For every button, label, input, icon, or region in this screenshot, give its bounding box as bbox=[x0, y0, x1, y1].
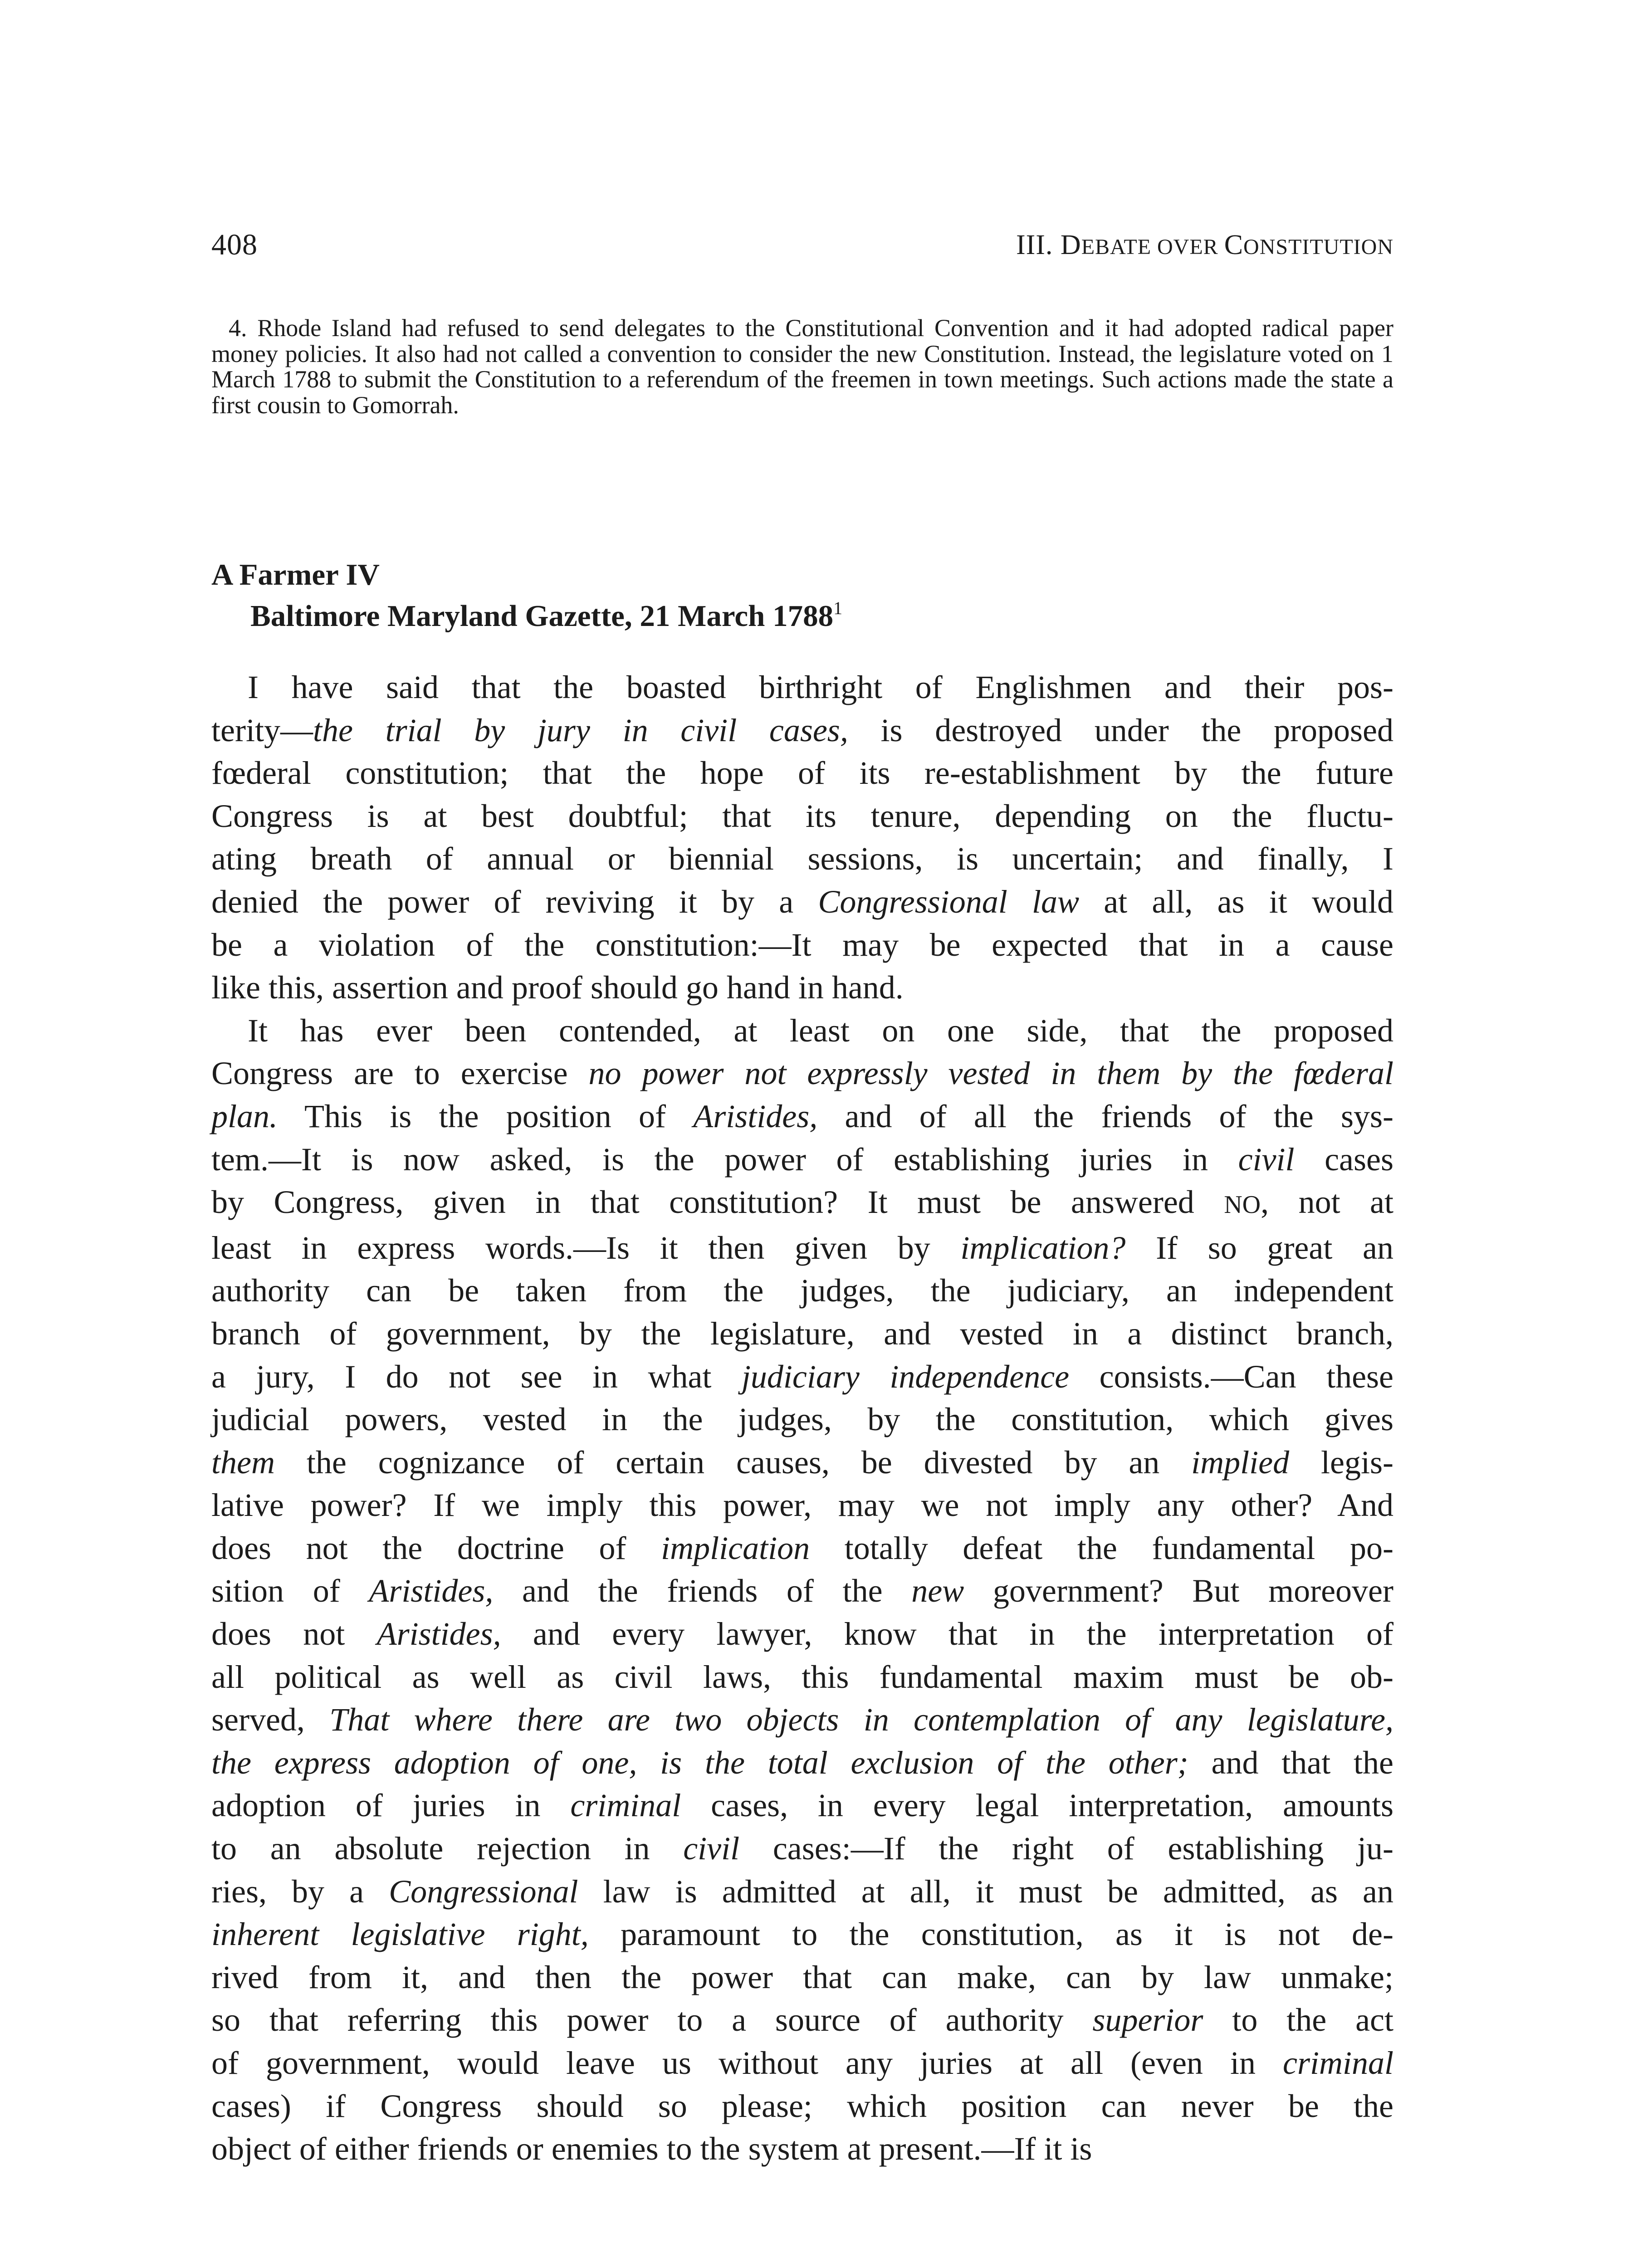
text-run: tem.—It is now asked, is the power of establishing juries in bbox=[211, 1141, 1238, 1178]
text-line bbox=[211, 966, 1393, 1009]
emphasis: them bbox=[211, 1444, 275, 1481]
text-run: cases bbox=[1294, 1141, 1393, 1178]
emphasis: superior bbox=[1092, 2002, 1203, 2038]
emphasis: judiciary independence bbox=[741, 1358, 1070, 1395]
page-number: 408 bbox=[211, 228, 258, 261]
text-line bbox=[211, 1613, 1393, 1656]
emphasis: Congressional law bbox=[818, 883, 1080, 920]
text-line bbox=[211, 709, 1393, 752]
text-run: , not at bbox=[1261, 1184, 1393, 1221]
text-run: authority can be taken from the judges, the judiciary, an independent bbox=[211, 1272, 1393, 1309]
text-run: totally defeat the fundamental po- bbox=[810, 1530, 1393, 1566]
text-run: object of either friends or enemies to the system at present.—If it is bbox=[211, 2131, 1092, 2167]
text-run: paramount to the constitution, as it is not de- bbox=[588, 1916, 1393, 1953]
text-run: Congress are to exercise bbox=[211, 1055, 589, 1092]
text-run: cases:—If the right of establishing ju- bbox=[739, 1830, 1393, 1867]
text-run: of government, would leave us without any juries at all (even in bbox=[211, 2045, 1283, 2081]
text-line bbox=[211, 1698, 1393, 1741]
emphasis: Congressional bbox=[389, 1873, 578, 1910]
emphasis: the express adoption of one, is the total exclusion of the other; bbox=[211, 1744, 1188, 1781]
text-run: and of all the friends of the sys- bbox=[817, 1098, 1393, 1134]
text-run: be a violation of the constitution:—It may be expected that in a cause bbox=[211, 926, 1393, 963]
text-run: judicial powers, vested in the judges, by the constitution, which gives bbox=[211, 1401, 1393, 1438]
text-line bbox=[211, 1527, 1393, 1570]
text-run: to an absolute rejection in bbox=[211, 1830, 684, 1867]
text-run: sition of bbox=[211, 1573, 369, 1609]
text-run: terity— bbox=[211, 712, 313, 748]
document-heading bbox=[211, 554, 1393, 637]
text-run: This is the position of bbox=[278, 1098, 694, 1134]
text-line bbox=[211, 1398, 1393, 1441]
text-run: does not bbox=[211, 1616, 377, 1652]
emphasis: Aristides, bbox=[369, 1573, 494, 1609]
text-line bbox=[211, 1484, 1393, 1527]
text-line bbox=[211, 1181, 1393, 1227]
text-run: at all, as it would bbox=[1079, 883, 1393, 920]
paragraph bbox=[211, 666, 1393, 1009]
text-run: lative power? If we imply this power, may we not imply any other? And bbox=[211, 1487, 1393, 1524]
emphasis: civil bbox=[1238, 1141, 1295, 1178]
text-line bbox=[211, 1095, 1393, 1138]
emphasis: inherent legislative right, bbox=[211, 1916, 589, 1953]
text-line bbox=[211, 752, 1393, 795]
text-run: a jury, I do not see in what bbox=[211, 1358, 742, 1395]
text-line bbox=[211, 1355, 1393, 1398]
emphasis: criminal bbox=[570, 1787, 681, 1824]
text-run: ries, by a bbox=[211, 1873, 389, 1910]
text-line bbox=[211, 1269, 1393, 1312]
text-line bbox=[211, 1999, 1393, 2042]
emphasis: Aristides, bbox=[376, 1616, 501, 1652]
text-run: does not the doctrine of bbox=[211, 1530, 661, 1566]
text-run: is destroyed under the proposed bbox=[848, 712, 1393, 748]
text-run: I have said that the boasted birthright of Englishmen and their pos- bbox=[248, 669, 1393, 705]
text-run: If so great an bbox=[1125, 1229, 1393, 1266]
text-line bbox=[211, 1052, 1393, 1095]
text-run: legis- bbox=[1289, 1444, 1393, 1481]
text-run: denied the power of reviving it by a bbox=[211, 883, 818, 920]
body-text bbox=[211, 666, 1393, 2170]
text-line bbox=[211, 1227, 1393, 1270]
section-word: CONSTITUTION bbox=[1224, 230, 1393, 260]
text-run: rived from it, and then the power that can make, can by law unmake; bbox=[211, 1959, 1393, 1995]
text-line bbox=[211, 2085, 1393, 2128]
emphasis: implication bbox=[661, 1530, 810, 1566]
text-line bbox=[211, 795, 1393, 838]
emphasis: Aristides, bbox=[693, 1098, 818, 1134]
text-run: consists.—Can these bbox=[1069, 1358, 1394, 1395]
text-line bbox=[211, 1913, 1393, 1956]
section-word: DEBATE bbox=[1060, 230, 1152, 260]
emphasis: the trial by jury in civil cases, bbox=[313, 712, 848, 748]
text-line bbox=[211, 666, 1393, 709]
text-line bbox=[211, 2042, 1393, 2085]
text-run: least in express words.—Is it then given by bbox=[211, 1229, 961, 1266]
emphasis: plan. bbox=[211, 1098, 278, 1134]
text-run: NO bbox=[1224, 1191, 1261, 1219]
text-run: law is admitted at all, it must be admitted, as an bbox=[578, 1873, 1393, 1910]
text-run: Congress is at best doubtful; that its tenure, depending on the fluctu- bbox=[211, 797, 1393, 834]
text-run: government? But moreover bbox=[964, 1573, 1393, 1609]
text-run: and the friends of the bbox=[493, 1573, 912, 1609]
text-run: by Congress, given in that constitution? It must be answered bbox=[211, 1184, 1224, 1221]
text-line bbox=[211, 924, 1393, 967]
text-run: branch of government, by the legislature, and vested in a distinct branch, bbox=[211, 1315, 1393, 1352]
text-run: cases, in every legal interpretation, amounts bbox=[681, 1787, 1393, 1824]
text-line bbox=[211, 1784, 1393, 1827]
text-run: to the act bbox=[1203, 2002, 1393, 2038]
text-line bbox=[211, 1956, 1393, 1999]
section-word: OVER bbox=[1151, 235, 1224, 259]
emphasis: no power not expressly vested in them by the fœderal bbox=[588, 1055, 1393, 1092]
text-line bbox=[211, 1138, 1393, 1181]
emphasis: criminal bbox=[1283, 2045, 1393, 2081]
emphasis: That where there are two objects in contemplation of any legislature, bbox=[329, 1701, 1393, 1738]
section-roman: III. bbox=[1016, 230, 1061, 260]
text-run: like this, assertion and proof should go hand in hand. bbox=[211, 969, 904, 1006]
emphasis: new bbox=[911, 1573, 964, 1609]
text-run: served, bbox=[211, 1701, 330, 1738]
text-line bbox=[211, 1827, 1393, 1870]
emphasis: civil bbox=[683, 1830, 740, 1867]
text-run: adoption of juries in bbox=[211, 1787, 571, 1824]
text-line bbox=[211, 2127, 1393, 2170]
footnote-ref: 1 bbox=[833, 598, 843, 618]
text-line bbox=[211, 1009, 1393, 1052]
section-title bbox=[1016, 227, 1393, 265]
text-run: and every lawyer, know that in the interpretation of bbox=[501, 1616, 1394, 1652]
running-head bbox=[211, 227, 1393, 263]
footnote: 4. Rhode Island had refused to send delegates to the Constitutional Convention and it had adopted radical paper money policies. It also had not called a convention to consider the new Constitution. Instead, the legislature voted on 1 March 1788 to submit the Constitution to a referendum of the freemen in town meetings. Such actions made the state a first cousin to Gomorrah. bbox=[211, 314, 1393, 419]
text-line bbox=[211, 1569, 1393, 1613]
text-run: and that the bbox=[1188, 1744, 1393, 1781]
emphasis: implication? bbox=[960, 1229, 1126, 1266]
text-run: ating breath of annual or biennial sessions, is uncertain; and finally, I bbox=[211, 841, 1393, 877]
text-line bbox=[211, 880, 1393, 924]
text-run: cases) if Congress should so please; which position can never be the bbox=[211, 2087, 1393, 2124]
text-line bbox=[211, 1441, 1393, 1484]
text-run: so that referring this power to a source of authority bbox=[211, 2002, 1093, 2038]
document-source: Baltimore Maryland Gazette, 21 March 1788$^1$ bbox=[250, 598, 843, 633]
text-run: the cognizance of certain causes, be divested by an bbox=[274, 1444, 1192, 1481]
text-line bbox=[211, 1870, 1393, 1913]
document-title: A Farmer IV bbox=[211, 558, 380, 591]
emphasis: implied bbox=[1191, 1444, 1290, 1481]
text-line bbox=[211, 837, 1393, 880]
text-line bbox=[211, 1741, 1393, 1784]
text-line bbox=[211, 1656, 1393, 1699]
text-run: It has ever been contended, at least on one side, that the proposed bbox=[248, 1012, 1393, 1049]
text-run: all political as well as civil laws, this fundamental maxim must be ob- bbox=[211, 1658, 1393, 1695]
text-run: fœderal constitution; that the hope of its re-establishment by the future bbox=[211, 755, 1393, 792]
paragraph bbox=[211, 1009, 1393, 2170]
text-line bbox=[211, 1312, 1393, 1355]
